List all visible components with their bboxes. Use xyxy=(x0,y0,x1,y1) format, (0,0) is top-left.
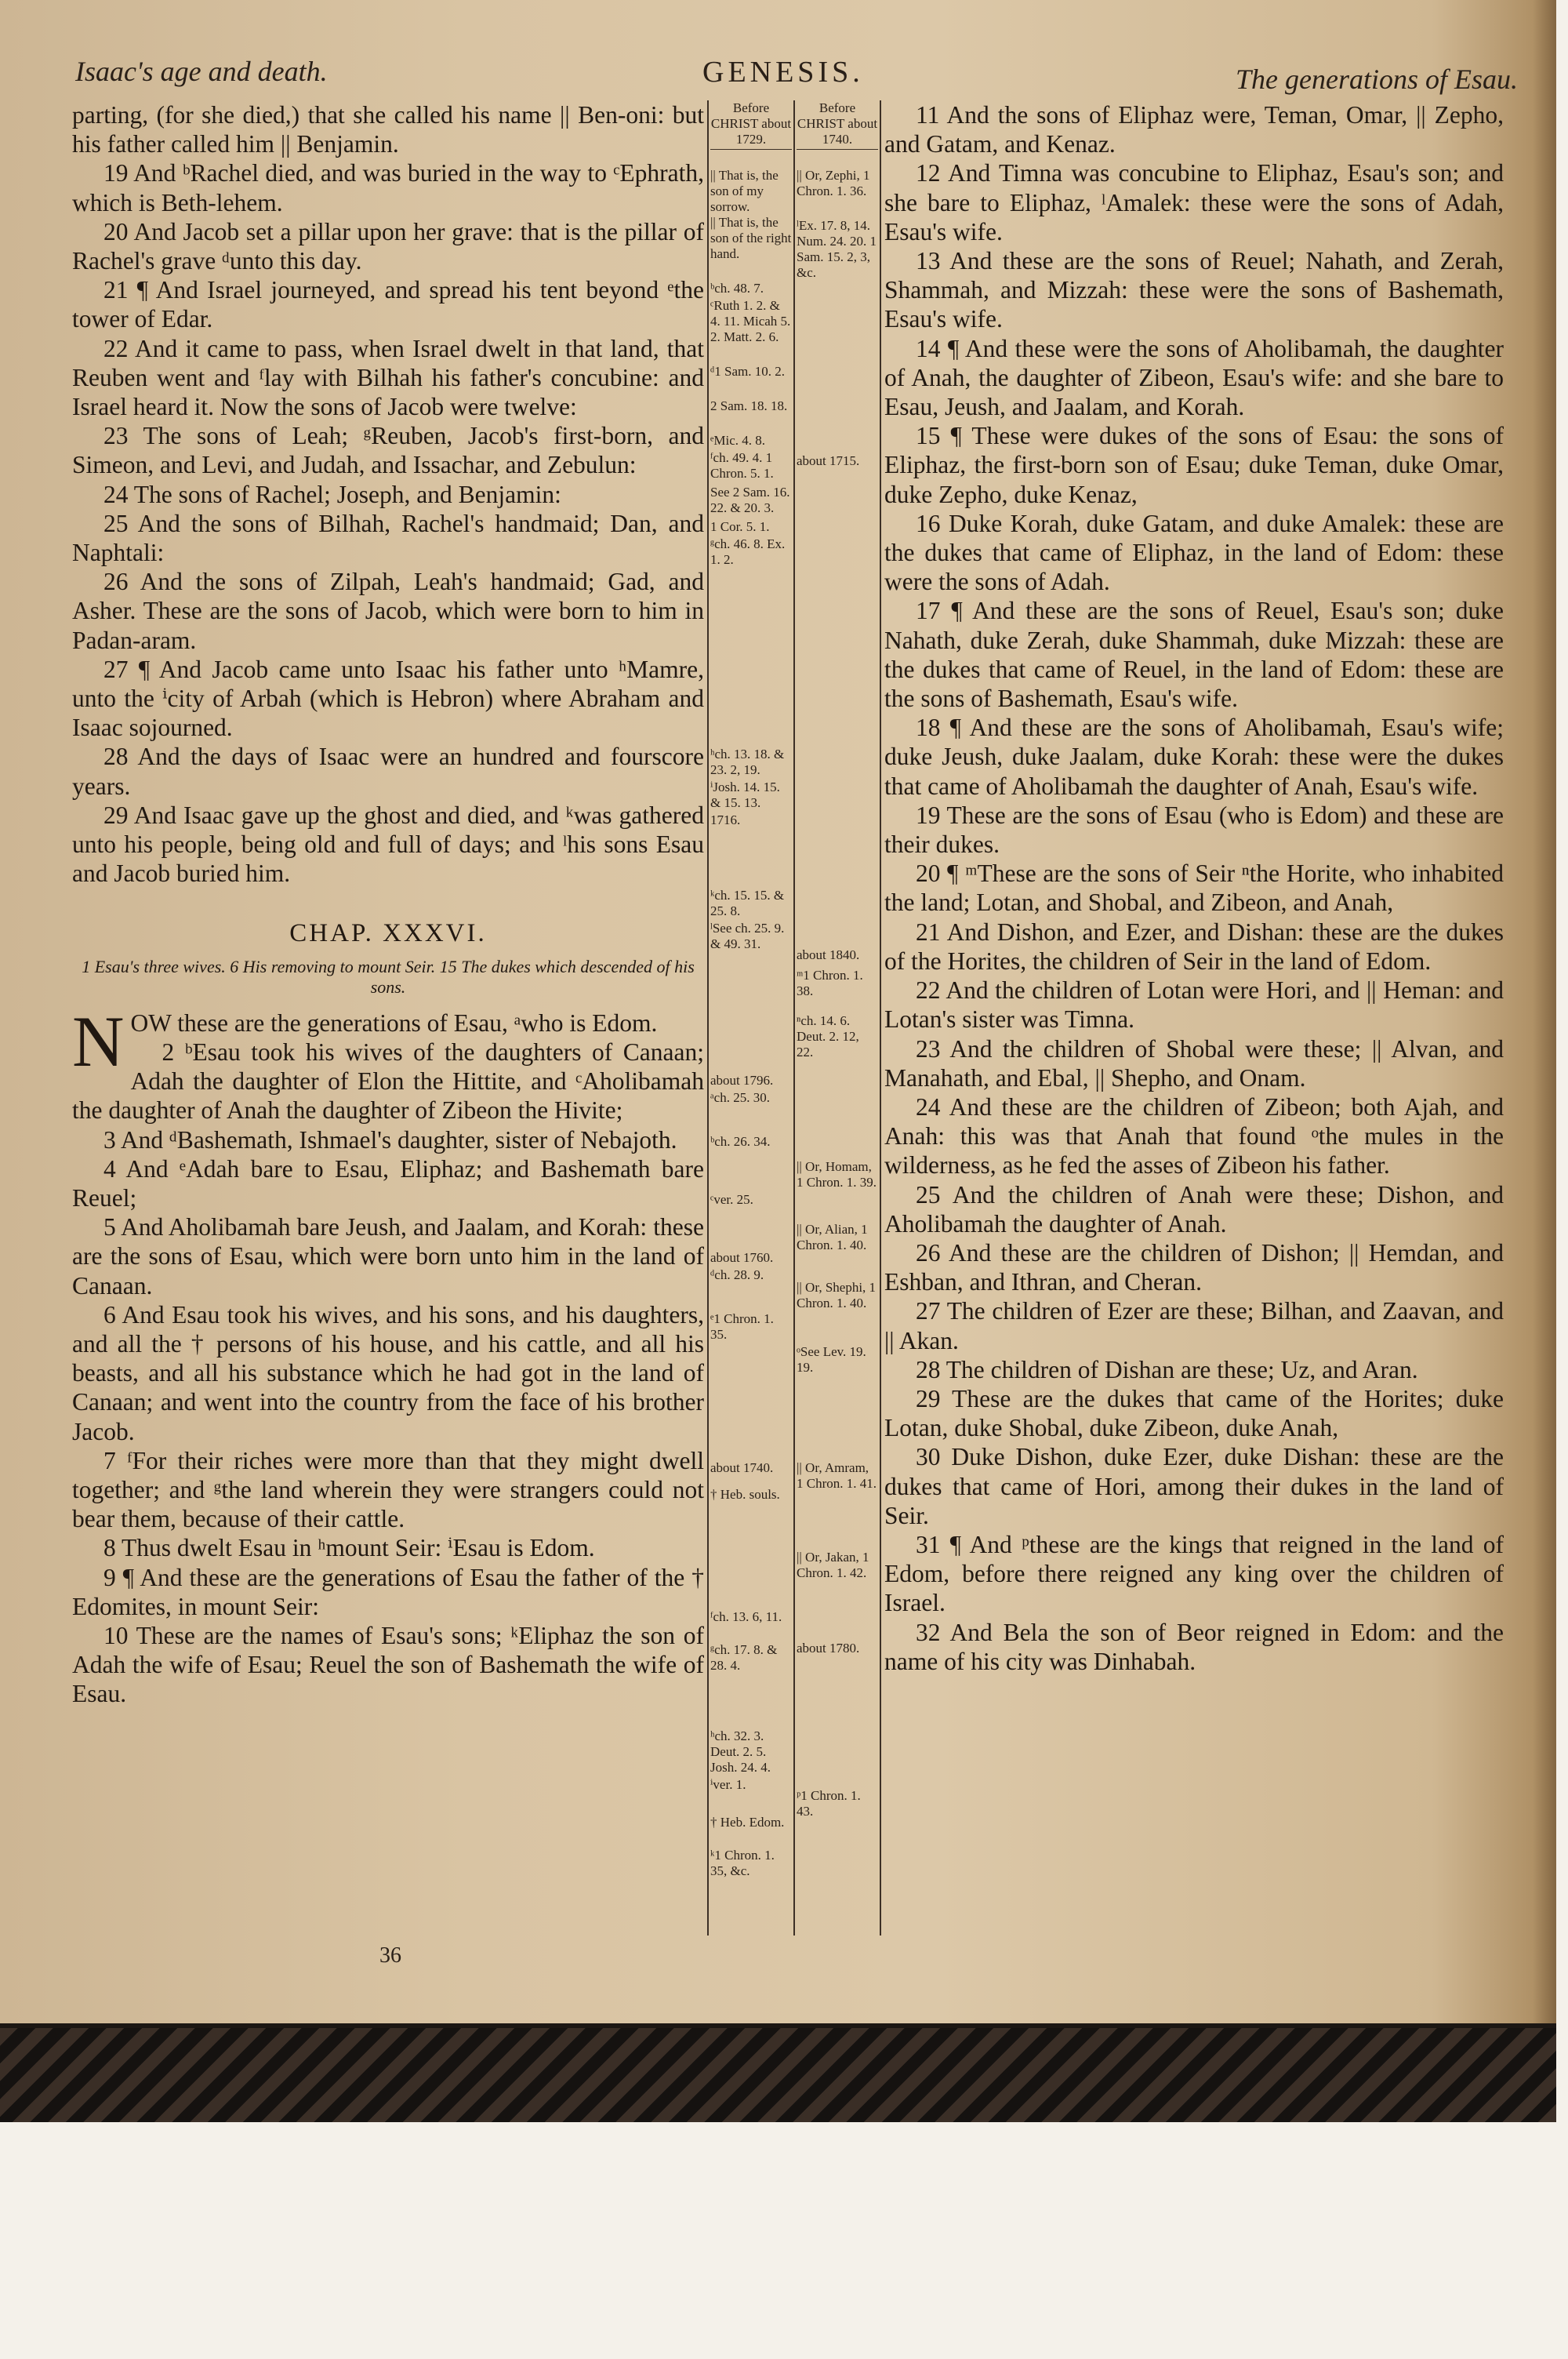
verse-text: 7 ᶠFor their riches were more than that they might dwell together; and ᵍthe land wherein they were strangers could not bear them, because of their cattle. xyxy=(72,1446,704,1533)
column-rule xyxy=(793,100,795,1936)
verse-text: 23 The sons of Leah; ᵍReuben, Jacob's first-born, and Simeon, and Levi, and Judah, and Issachar, and Zebulun: xyxy=(72,422,704,479)
margin-note: ʰch. 13. 18. & 23. 2, 19. xyxy=(710,747,785,777)
margin-note: See 2 Sam. 16. 22. & 20. 3. xyxy=(710,485,790,515)
margin-note: ᶜRuth 1. 2. & 4. 11. Micah 5. 2. Matt. 2. 6. xyxy=(710,298,791,344)
verse-text: 21 And Dishon, and Ezer, and Dishan: these are the dukes of the Horites, the children of Seir in the land of Edom. xyxy=(884,918,1504,975)
running-header xyxy=(75,55,1518,102)
page-number: 36 xyxy=(379,1943,401,1968)
verse-text: 22 And it came to pass, when Israel dwelt in that land, that Reuben went and ᶠlay with Bilhah his father's concubine: and Israel heard it. Now the sons of Jacob were twelve: xyxy=(72,334,704,421)
verse-text: 27 ¶ And Jacob came unto Isaac his father unto ʰMamre, unto the ⁱcity of Arbah (which is Hebron) where Abraham and Isaac sojourned. xyxy=(72,655,704,742)
margin-note: || That is, the son of my sorrow. xyxy=(710,168,779,214)
verse-text: 18 ¶ And these are the sons of Aholibamah, Esau's wife; duke Jeush, duke Jaalam, duke Korah: these were the dukes that came of Aholibamah the daughter of Anah, Esau's wife. xyxy=(884,714,1504,800)
verse-text: 20 ¶ ᵐThese are the sons of Seir ⁿthe Horite, who inhabited the land; Lotan, and Shobal, and Zibeon, and Anah, xyxy=(884,860,1504,917)
verse-text: 24 And these are the children of Zibeon; both Ajah, and Anah: this was that Anah that found ᵒthe mules in the wilderness, as he fed the asses of Zibeon his father. xyxy=(884,1092,1504,1180)
verse-text: 23 And the children of Shobal were these; || Alvan, and Manahath, and Ebal, || Shepho, and Onam. xyxy=(884,1034,1504,1092)
verse-text: 14 ¶ And these were the sons of Aholibamah, the daughter of Anah, the daughter of Zibeon, Esau's wife: and she bare to Esau, Jeush, and Jaalam, and Korah. xyxy=(884,334,1504,421)
margin-note: ᵖ1 Chron. 1. 43. xyxy=(797,1788,861,1819)
margin-note: || Or, Jakan, 1 Chron. 1. 42. xyxy=(797,1550,869,1580)
margin-note: about 1715. xyxy=(797,453,860,468)
margin-note: ᵇch. 48. 7. xyxy=(710,281,764,296)
verse-text: 5 And Aholibamah bare Jeush, and Jaalam, and Korah: these are the sons of Esau, which were born unto him in the land of Canaan. xyxy=(72,1213,704,1299)
verse-text: 26 And these are the children of Dishon; || Hemdan, and Eshban, and Ithran, and Cheran. xyxy=(884,1238,1504,1296)
margin-note: ʰch. 32. 3. Deut. 2. 5. Josh. 24. 4. xyxy=(710,1728,771,1775)
chapter-summary: 1 Esau's three wives. 6 His removing to mount Seir. 15 The dukes which descended of his sons. xyxy=(82,956,695,997)
verse-text: 19 And ᵇRachel died, and was buried in the way to ᶜEphrath, which is Beth-lehem. xyxy=(72,159,704,216)
margin-note: ᵏ1 Chron. 1. 35, &c. xyxy=(710,1848,775,1878)
verse-text: 28 And the days of Isaac were an hundred and fourscore years. xyxy=(72,743,704,800)
chapter-title: CHAP. XXXVI. xyxy=(289,919,487,948)
margin-note: ᵈch. 28. 9. xyxy=(710,1267,764,1282)
margin-note: ᵒSee Lev. 19. 19. xyxy=(797,1344,866,1375)
verse-text: 4 And ᵉAdah bare to Esau, Eliphaz; and Bashemath bare Reuel; xyxy=(72,1154,704,1212)
margin-note: ⁱver. 1. xyxy=(710,1777,746,1792)
margin-note: ᵍch. 46. 8. Ex. 1. 2. xyxy=(710,536,786,567)
margin-note: 2 Sam. 18. 18. xyxy=(710,398,788,413)
verse-text: 28 The children of Dishan are these; Uz, and Aran. xyxy=(916,1355,1418,1383)
margin-header: Before CHRIST about 1740. xyxy=(797,100,878,150)
margin-note: ˡSee ch. 25. 9. & 49. 31. xyxy=(710,921,785,951)
verse-text: 32 And Bela the son of Beor reigned in Edom: and the name of his city was Dinhabah. xyxy=(884,1618,1504,1675)
margin-note: ᵏch. 15. 15. & 25. 8. xyxy=(710,888,785,918)
verse-text: 30 Duke Dishon, duke Ezer, duke Dishan: these are the dukes that came of Hori, among their dukes in the land of Seir. xyxy=(884,1443,1504,1529)
verse-text: parting, (for she died,) that she called his name || Ben-oni: but his father called him || Benjamin. xyxy=(72,101,704,158)
header-right-title: The generations of Esau. xyxy=(1236,64,1518,95)
first-verse-text: OW these are the generations of Esau, ᵃwho is Edom. xyxy=(130,1009,658,1037)
book-binding xyxy=(0,2023,1556,2122)
margin-note: ⁱJosh. 14. 15. & 15. 13. xyxy=(710,780,780,810)
column-rule xyxy=(707,100,709,1936)
verse-text: 15 ¶ These were dukes of the sons of Esau: the sons of Eliphaz, the first-born son of Esau; duke Teman, duke Omar, duke Zepho, duke Kenaz, xyxy=(884,422,1504,508)
verse-text: 21 ¶ And Israel journeyed, and spread his tent beyond ᵉthe tower of Edar. xyxy=(72,276,704,333)
header-book-name: GENESIS. xyxy=(702,56,864,89)
verse-text: 17 ¶ And these are the sons of Reuel, Esau's son; duke Nahath, duke Zerah, duke Shammah, duke Mizzah: these are the dukes that came of Reuel, in the land of Edom: these are the sons of Bashemath, Esau's wife. xyxy=(884,597,1504,713)
verse-text: 26 And the sons of Zilpah, Leah's handmaid; Gad, and Asher. These are the sons of Jacob, which were born to him in Padan-aram. xyxy=(72,568,704,654)
margin-note: ᵇch. 26. 34. xyxy=(710,1134,771,1149)
verse-text: 25 And the children of Anah were these; Dishon, and Aholibamah the daughter of Anah. xyxy=(884,1180,1504,1238)
verse-text: 27 The children of Ezer are these; Bilhan, and Zaavan, and || Akan. xyxy=(884,1297,1504,1354)
header-left-title: Isaac's age and death. xyxy=(75,56,328,87)
margin-note: ⁿch. 14. 6. Deut. 2. 12, 22. xyxy=(797,1013,859,1060)
verse-text: 20 And Jacob set a pillar upon her grave: that is the pillar of Rachel's grave ᵈunto this day. xyxy=(72,217,704,275)
left-margin-notes xyxy=(710,100,792,1878)
drop-cap: N xyxy=(72,1001,125,1081)
verse-text: 25 And the sons of Bilhah, Rachel's handmaid; Dan, and Naphtali: xyxy=(72,509,704,567)
left-text-column xyxy=(72,100,704,1709)
verse-text: 8 Thus dwelt Esau in ʰmount Seir: ⁱEsau is Edom. xyxy=(103,1534,595,1562)
margin-note: ˡEx. 17. 8, 14. Num. 24. 20. 1 Sam. 15. 2, 3, &c. xyxy=(797,218,877,280)
margin-note: ᶜver. 25. xyxy=(710,1192,753,1207)
right-text-column xyxy=(884,100,1504,1676)
margin-note: || Or, Alian, 1 Chron. 1. 40. xyxy=(797,1222,868,1252)
margin-note: about 1760. xyxy=(710,1250,774,1265)
margin-note: about 1796. xyxy=(710,1073,774,1088)
margin-header: Before CHRIST about 1729. xyxy=(710,100,792,150)
verse-text: 31 ¶ And ᵖthese are the kings that reigned in the land of Edom, before there reigned any king over the children of Israel. xyxy=(884,1530,1504,1617)
margin-note: about 1740. xyxy=(710,1460,774,1475)
verse-text: 2 ᵇEsau took his wives of the daughters of Canaan; Adah the daughter of Elon the Hittite, and ᶜAholibamah the daughter of Anah the daughter of Zibeon the Hivite; xyxy=(72,1038,704,1125)
first-verse xyxy=(72,1001,704,1081)
margin-note: † Heb. souls. xyxy=(710,1487,780,1502)
margin-note: ᵉMic. 4. 8. xyxy=(710,433,765,448)
verse-text: 29 And Isaac gave up the ghost and died, and ᵏwas gathered unto his people, being old and full of days; and ˡhis sons Esau and Jacob buried him. xyxy=(72,801,704,888)
verse-text: 3 And ᵈBashemath, Ishmael's daughter, sister of Nebajoth. xyxy=(103,1125,677,1154)
margin-note: 1716. xyxy=(710,812,741,827)
margin-note: ᶠch. 13. 6, 11. xyxy=(710,1609,782,1624)
margin-note: about 1780. xyxy=(797,1641,860,1656)
verse-text: 16 Duke Korah, duke Gatam, and duke Amalek: these are the dukes that came of Eliphaz, in the land of Edom: these were the sons of Adah. xyxy=(884,509,1504,596)
margin-note: || Or, Homam, 1 Chron. 1. 39. xyxy=(797,1159,877,1190)
margin-note: || Or, Shephi, 1 Chron. 1. 40. xyxy=(797,1280,877,1310)
verse-text: 12 And Timna was concubine to Eliphaz, Esau's son; and she bare to Eliphaz, ˡAmalek: these were the sons of Adah, Esau's wife. xyxy=(884,159,1504,245)
margin-note: 1 Cor. 5. 1. xyxy=(710,519,770,534)
verse-text: 10 These are the names of Esau's sons; ᵏEliphaz the son of Adah the wife of Esau; Reuel the son of Bashemath the wife of Esau. xyxy=(72,1621,704,1708)
margin-note: ᵐ1 Chron. 1. 38. xyxy=(797,968,863,998)
verse-text: 19 These are the sons of Esau (who is Edom) and these are their dukes. xyxy=(884,801,1504,859)
margin-note: ᵍch. 17. 8. & 28. 4. xyxy=(710,1642,778,1673)
margin-note: † Heb. Edom. xyxy=(710,1815,785,1830)
verse-text: 24 The sons of Rachel; Joseph, and Benjamin: xyxy=(103,480,561,508)
margin-note: ᶠch. 49. 4. 1 Chron. 5. 1. xyxy=(710,450,774,481)
margin-note: ᵈ1 Sam. 10. 2. xyxy=(710,364,786,379)
margin-note: || Or, Amram, 1 Chron. 1. 41. xyxy=(797,1460,877,1491)
verse-text: 29 These are the dukes that came of the Horites; duke Lotan, duke Shobal, duke Zibeon, duke Anah, xyxy=(884,1384,1504,1442)
verse-text: 11 And the sons of Eliphaz were, Teman, Omar, || Zepho, and Gatam, and Kenaz. xyxy=(884,101,1504,158)
column-rule xyxy=(880,100,881,1936)
right-margin-notes xyxy=(797,100,878,1819)
margin-note: || Or, Zephi, 1 Chron. 1. 36. xyxy=(797,168,870,198)
margin-note: about 1840. xyxy=(797,947,860,962)
margin-note: ᵃch. 25. 30. xyxy=(710,1090,770,1105)
verse-text: 6 And Esau took his wives, and his sons, and his daughters, and all the † persons of his house, and his cattle, and all his beasts, and all his substance which he had got in the land of Canaan; and went into the country from the face of his brother Jacob. xyxy=(72,1300,704,1445)
verse-text: 22 And the children of Lotan were Hori, and || Heman: and Lotan's sister was Timna. xyxy=(884,976,1504,1034)
verse-text: 13 And these are the sons of Reuel; Nahath, and Zerah, Shammah, and Mizzah: these were the sons of Bashemath, Esau's wife. xyxy=(884,247,1504,333)
margin-note: ᵉ1 Chron. 1. 35. xyxy=(710,1311,774,1342)
margin-note: || That is, the son of the right hand. xyxy=(710,215,792,261)
verse-text: 9 ¶ And these are the generations of Esau the father of the † Edomites, in mount Seir: xyxy=(72,1563,704,1620)
